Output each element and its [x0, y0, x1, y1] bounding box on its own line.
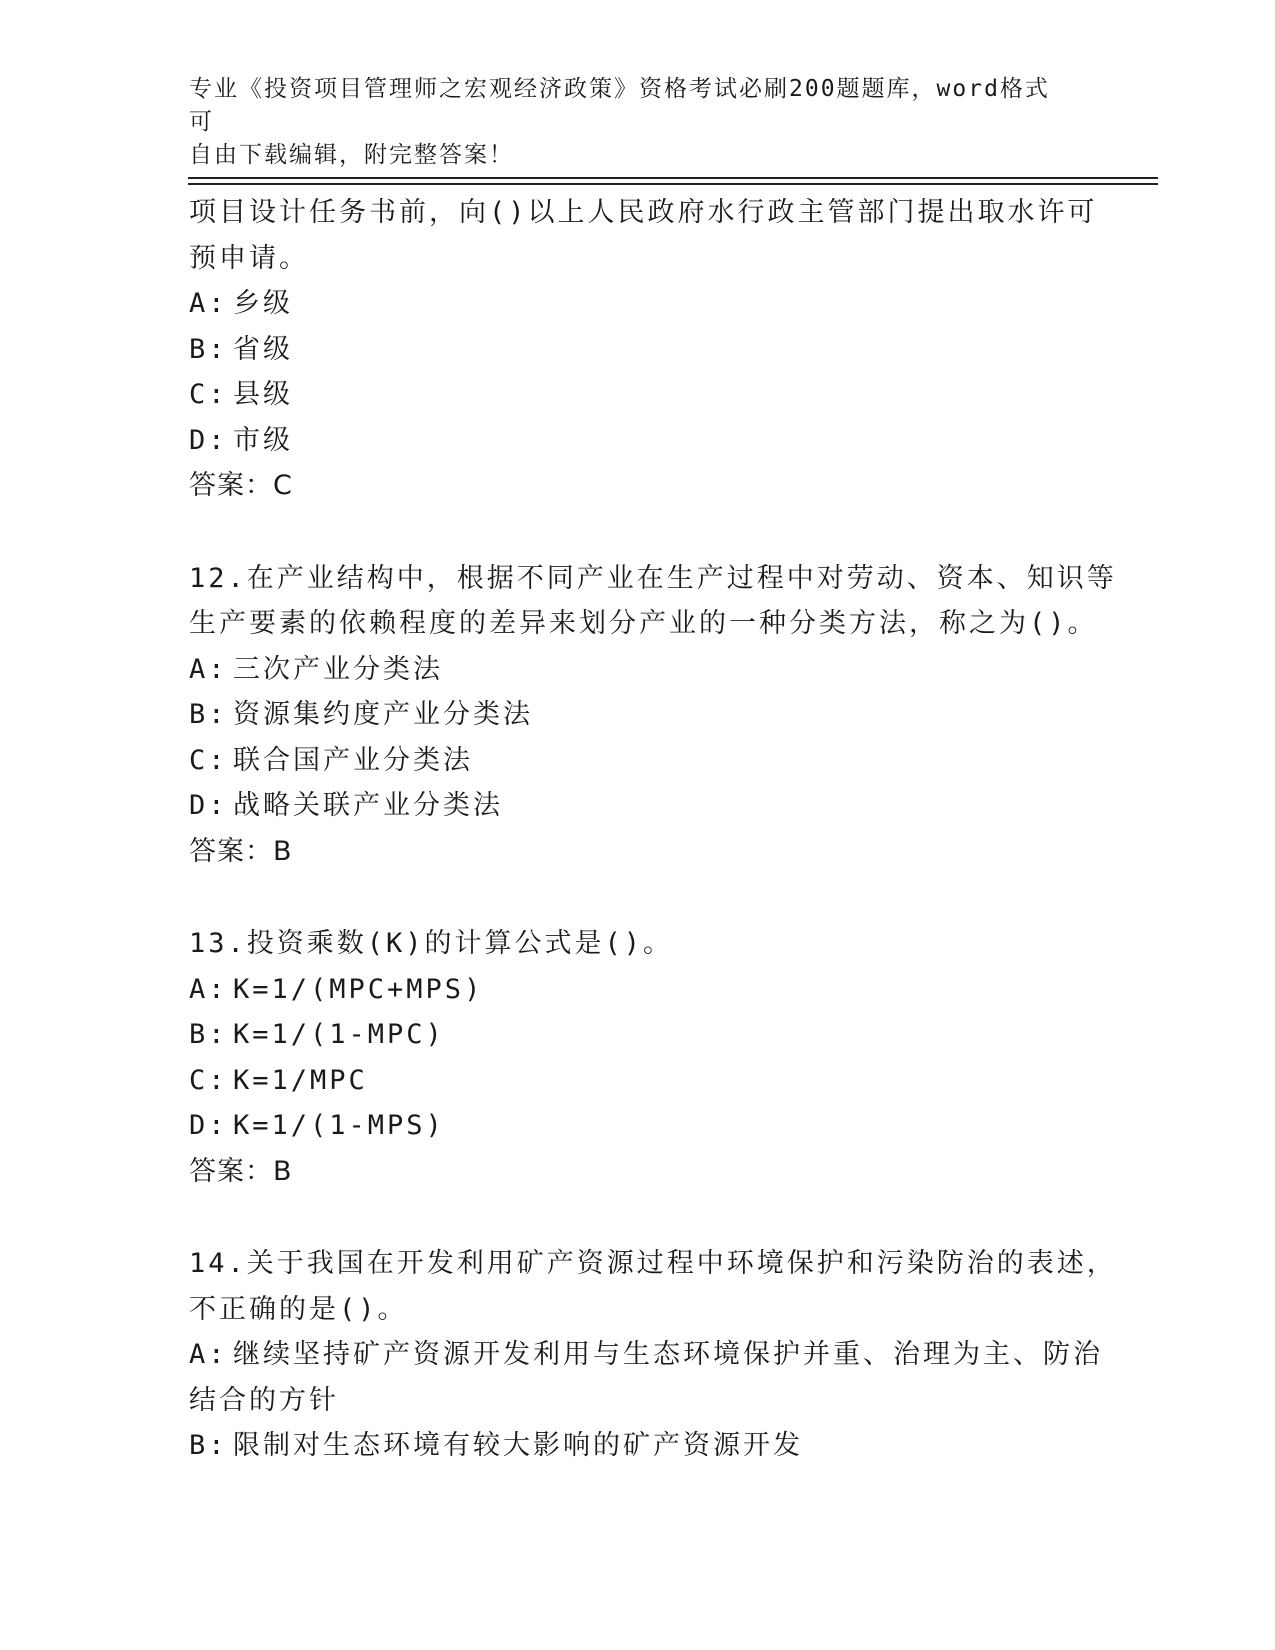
- option-label: B:: [189, 1430, 228, 1461]
- option-text: 三次产业分类法: [233, 653, 443, 685]
- option-text: 战略关联产业分类法: [233, 790, 503, 821]
- option-label: C:: [189, 379, 228, 410]
- question-text-line: 项目设计任务书前，向()以上人民政府水行政主管部门提出取水许可: [189, 197, 1098, 228]
- option-d: [189, 783, 1089, 829]
- question-11: [189, 190, 1098, 509]
- question-text-line: 12.在产业结构中，根据不同产业在生产过程中对劳动、资本、知识等: [189, 562, 1117, 594]
- question-13: [189, 921, 1089, 1194]
- option-label: A:: [189, 653, 228, 685]
- option-label: D:: [189, 790, 228, 821]
- question-text-line: 预申请。: [189, 242, 309, 274]
- header-divider-bottom: [188, 183, 1158, 185]
- answer-line: 答案：B: [189, 835, 293, 867]
- option-a: [189, 967, 1089, 1013]
- question-list: [189, 190, 1117, 1469]
- option-label: A:: [189, 973, 228, 1005]
- header-divider-top: [188, 177, 1158, 179]
- option-label: A:: [189, 1339, 228, 1370]
- option-label: D:: [189, 424, 228, 456]
- question-text-line: 不正确的是()。: [189, 1293, 408, 1325]
- header-line-1: 专业《投资项目管理师之宏观经济政策》资格考试必刷200题题库，word格式可: [189, 76, 1050, 135]
- option-text: K=1/(1-MPC): [233, 1019, 445, 1050]
- option-a: [189, 281, 1089, 327]
- answer-line: 答案：B: [189, 1155, 293, 1187]
- option-text: 联合国产业分类法: [233, 744, 473, 776]
- option-d: [189, 418, 1089, 464]
- option-d: [189, 1103, 1089, 1149]
- option-a: [189, 647, 1089, 693]
- option-b: [189, 692, 1089, 738]
- option-label: B:: [189, 699, 228, 730]
- option-b: [189, 327, 1089, 373]
- question-text-line: 14.关于我国在开发利用矿产资源过程中环境保护和污染防治的表述，: [189, 1248, 1117, 1279]
- header-line-2: 自由下载编辑，附完整答案！: [189, 142, 514, 168]
- option-c: [189, 738, 1089, 784]
- option-text: 市级: [233, 424, 293, 456]
- question-12: [189, 556, 1117, 875]
- option-label: A:: [189, 288, 228, 319]
- option-b: [189, 1423, 1089, 1469]
- option-text: 资源集约度产业分类法: [233, 699, 533, 730]
- option-text: 限制对生态环境有较大影响的矿产资源开发: [233, 1430, 803, 1461]
- document-header: [189, 73, 1069, 172]
- question-text-line: 13.投资乘数(K)的计算公式是()。: [189, 928, 674, 959]
- option-c: [189, 1058, 1089, 1104]
- option-label: B:: [189, 333, 228, 365]
- option-text: 乡级: [233, 288, 293, 319]
- option-text: 继续坚持矿产资源开发利用与生态环境保护并重、治理为主、防治: [233, 1339, 1103, 1370]
- option-c: [189, 372, 1089, 418]
- answer-line: 答案：C: [189, 470, 293, 501]
- question-14: [189, 1241, 1117, 1469]
- option-a-continued: 结合的方针: [189, 1384, 339, 1416]
- option-text: 省级: [233, 333, 293, 365]
- option-text: K=1/(1-MPS): [233, 1110, 445, 1141]
- option-text: 县级: [233, 379, 293, 410]
- option-b: [189, 1012, 1089, 1058]
- option-text: K=1/MPC: [233, 1064, 368, 1096]
- spacer: [189, 1194, 1089, 1241]
- spacer: [189, 509, 1089, 556]
- option-label: B:: [189, 1019, 228, 1050]
- question-text-line: 生产要素的依赖程度的差异来划分产业的一种分类方法，称之为()。: [189, 608, 1098, 639]
- spacer: [189, 874, 1089, 921]
- option-label: D:: [189, 1110, 228, 1141]
- option-label: C:: [189, 1064, 228, 1096]
- option-label: C:: [189, 744, 228, 776]
- option-a: [189, 1332, 1103, 1378]
- option-text: K=1/(MPC+MPS): [233, 973, 484, 1005]
